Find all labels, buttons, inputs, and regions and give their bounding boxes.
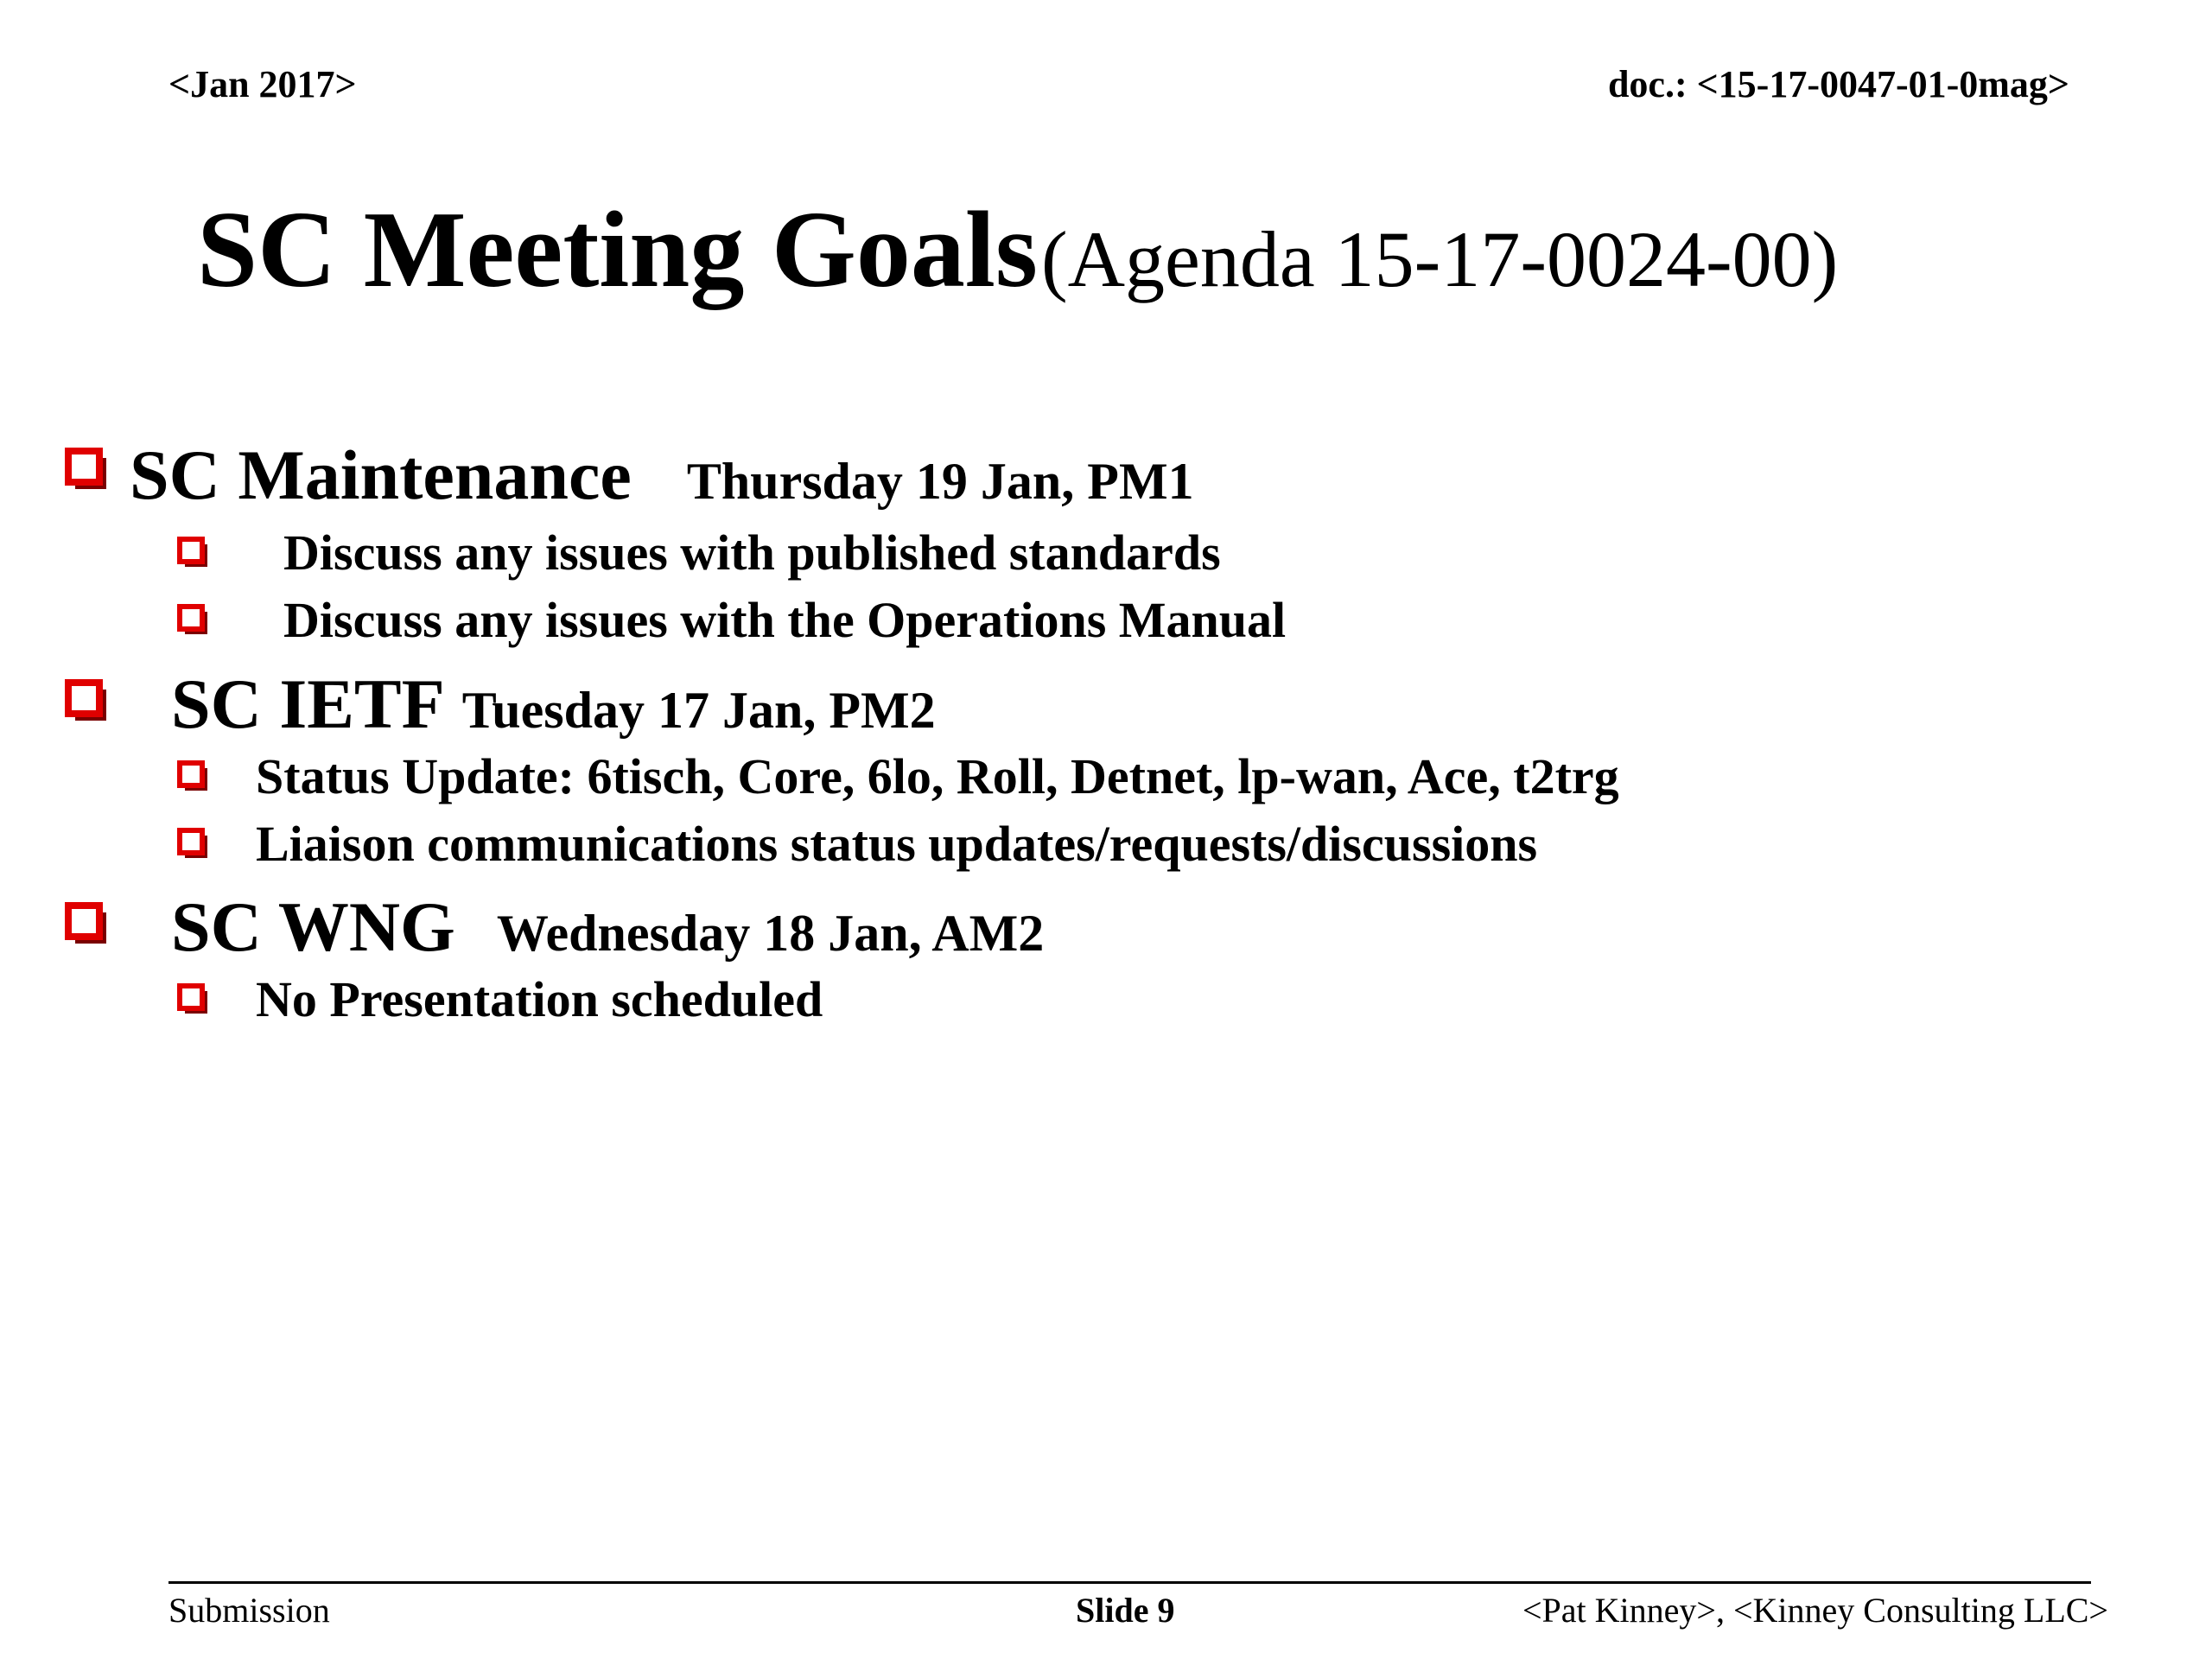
- slide-title-main: SC Meeting Goals: [197, 190, 1038, 310]
- section-time: Tuesday 17 Jan, PM2: [461, 682, 936, 739]
- sub-bullet-box-icon: [177, 983, 208, 1014]
- slide-title-agenda: (Agenda 15-17-0024-00): [1040, 215, 1839, 303]
- footer-submission: Submission: [168, 1591, 330, 1630]
- sub-bullet-box-icon: [177, 537, 208, 568]
- section-heading: SC Maintenance: [130, 435, 632, 514]
- sub-bullet-box-icon: [177, 828, 208, 859]
- sub-bullet-box-icon: [177, 604, 208, 635]
- slide-title: [197, 186, 1838, 347]
- list-item: No Presentation scheduled: [256, 971, 823, 1027]
- section-time: Wednesday 18 Jan, AM2: [496, 905, 1045, 962]
- header-date: <Jan 2017>: [168, 63, 357, 105]
- list-item: Discuss any issues with the Operations Manual: [283, 592, 1287, 648]
- bullet-box-icon: [65, 679, 108, 722]
- section-time: Thursday 19 Jan, PM1: [686, 453, 1194, 510]
- header-doc-id: doc.: <15-17-0047-01-0mag>: [1607, 63, 2069, 105]
- bullet-box-icon: [65, 448, 108, 491]
- list-item: Discuss any issues with published standards: [283, 524, 1221, 581]
- section-heading: SC IETF: [171, 664, 445, 743]
- section-heading: SC WNG: [171, 887, 455, 966]
- footer-divider: [168, 1581, 2091, 1584]
- footer-author: <Pat Kinney>, <Kinney Consulting LLC>: [1522, 1591, 2108, 1630]
- footer-slide-number: Slide 9: [1076, 1591, 1175, 1630]
- list-item: Liaison communications status updates/requests/discussions: [256, 816, 1538, 872]
- bullet-box-icon: [65, 902, 108, 945]
- list-item: Status Update: 6tisch, Core, 6lo, Roll, Detnet, lp-wan, Ace, t2trg: [256, 748, 1619, 804]
- sub-bullet-box-icon: [177, 760, 208, 791]
